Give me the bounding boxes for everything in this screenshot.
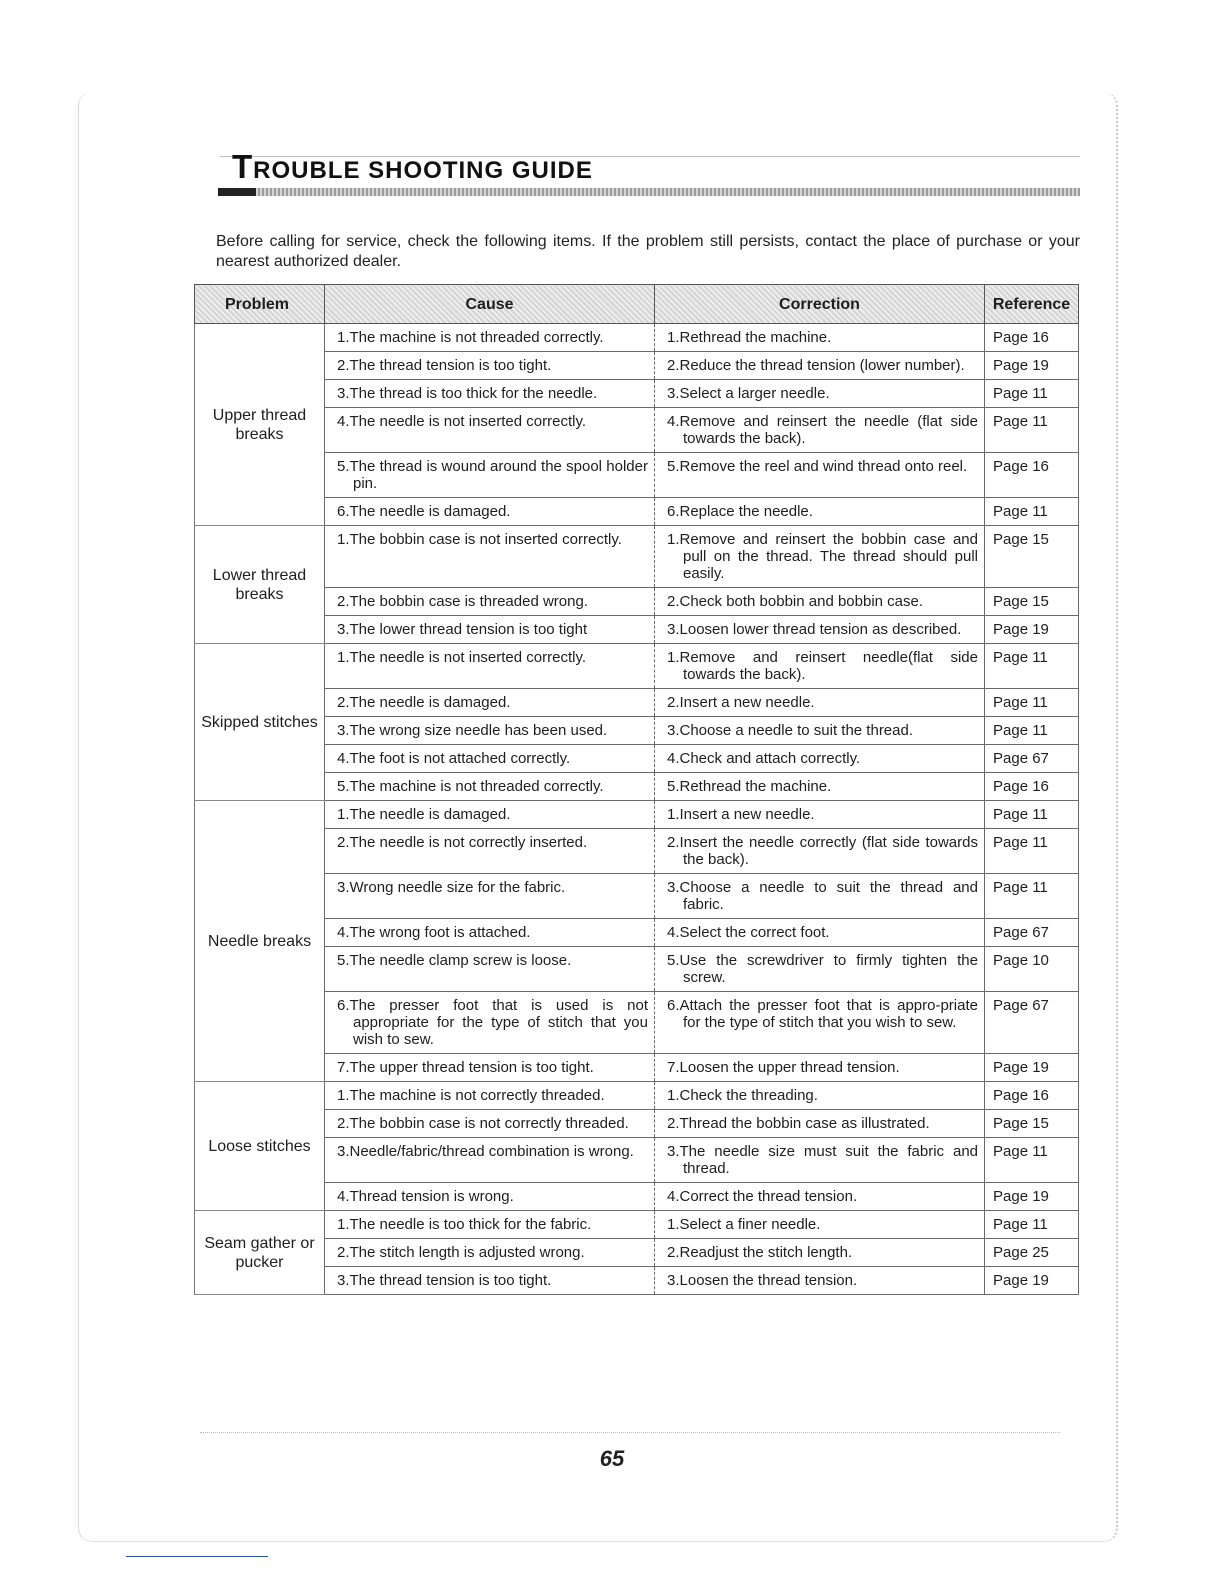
correction-cell bbox=[655, 526, 985, 588]
reference-cell: Page 10 bbox=[985, 947, 1079, 992]
reference-cell: Page 11 bbox=[985, 829, 1079, 874]
cause-cell bbox=[325, 717, 655, 745]
intro-paragraph: Before calling for service, check the following items. If the problem still persists, contact the place of purchase or your nearest authorized dealer. bbox=[216, 233, 1080, 270]
table-row bbox=[195, 919, 1079, 947]
cause-cell-text: 2.The thread tension is too tight. bbox=[337, 357, 552, 374]
table-row bbox=[195, 1138, 1079, 1183]
correction-cell bbox=[655, 380, 985, 408]
cause-cell bbox=[325, 773, 655, 801]
cause-cell-text: 5.The machine is not threaded correctly. bbox=[337, 778, 604, 795]
table-row bbox=[195, 689, 1079, 717]
reference-cell: Page 16 bbox=[985, 1082, 1079, 1110]
cause-cell bbox=[325, 1082, 655, 1110]
cause-cell bbox=[325, 588, 655, 616]
cause-cell bbox=[325, 453, 655, 498]
header-reference: Reference bbox=[985, 285, 1079, 324]
correction-cell-text: 1.Remove and reinsert needle(flat side towards the back). bbox=[667, 649, 978, 683]
reference-cell: Page 11 bbox=[985, 408, 1079, 453]
table-row bbox=[195, 992, 1079, 1054]
cause-cell bbox=[325, 526, 655, 588]
correction-cell-text: 5.Rethread the machine. bbox=[667, 778, 832, 795]
cause-cell-text: 1.The needle is not inserted correctly. bbox=[337, 649, 587, 666]
cause-cell-text: 6.The needle is damaged. bbox=[337, 503, 511, 520]
table-row bbox=[195, 947, 1079, 992]
correction-cell-text: 5.Remove the reel and wind thread onto reel. bbox=[667, 458, 968, 475]
table-row bbox=[195, 801, 1079, 829]
correction-cell bbox=[655, 829, 985, 874]
reference-cell: Page 25 bbox=[985, 1239, 1079, 1267]
reference-cell: Page 11 bbox=[985, 498, 1079, 526]
table-row bbox=[195, 829, 1079, 874]
troubleshooting-table bbox=[194, 284, 1079, 1295]
cause-cell bbox=[325, 324, 655, 352]
correction-cell bbox=[655, 453, 985, 498]
cause-cell bbox=[325, 1138, 655, 1183]
footer-link-line bbox=[126, 1556, 268, 1557]
correction-cell bbox=[655, 717, 985, 745]
table-row bbox=[195, 1054, 1079, 1082]
correction-cell bbox=[655, 1183, 985, 1211]
correction-cell-text: 1.Remove and reinsert the bobbin case and pull on the thread. The thread should pull easily. bbox=[667, 531, 978, 582]
correction-cell-text: 3.Loosen the thread tension. bbox=[667, 1272, 858, 1289]
reference-cell: Page 15 bbox=[985, 588, 1079, 616]
correction-cell bbox=[655, 919, 985, 947]
table-row bbox=[195, 1110, 1079, 1138]
reference-cell: Page 16 bbox=[985, 453, 1079, 498]
cause-cell bbox=[325, 745, 655, 773]
correction-cell-text: 7.Loosen the upper thread tension. bbox=[667, 1059, 900, 1076]
cause-cell bbox=[325, 829, 655, 874]
correction-cell bbox=[655, 324, 985, 352]
reference-cell: Page 19 bbox=[985, 1267, 1079, 1295]
correction-cell bbox=[655, 616, 985, 644]
cause-cell-text: 1.The bobbin case is not inserted correctly. bbox=[337, 531, 622, 548]
cause-cell-text: 7.The upper thread tension is too tight. bbox=[337, 1059, 594, 1076]
correction-cell-text: 1.Rethread the machine. bbox=[667, 329, 832, 346]
correction-cell bbox=[655, 498, 985, 526]
cause-cell-text: 3.Wrong needle size for the fabric. bbox=[337, 879, 566, 896]
correction-cell-text: 3.Choose a needle to suit the thread and fabric. bbox=[667, 879, 978, 913]
reference-cell: Page 19 bbox=[985, 1183, 1079, 1211]
reference-cell: Page 19 bbox=[985, 352, 1079, 380]
cause-cell bbox=[325, 1054, 655, 1082]
correction-cell bbox=[655, 689, 985, 717]
table-row bbox=[195, 1211, 1079, 1239]
correction-cell bbox=[655, 773, 985, 801]
correction-cell-text: 4.Select the correct foot. bbox=[667, 924, 830, 941]
table-row bbox=[195, 616, 1079, 644]
cause-cell-text: 3.Needle/fabric/thread combination is wrong. bbox=[337, 1143, 634, 1160]
table-row bbox=[195, 453, 1079, 498]
correction-cell bbox=[655, 1054, 985, 1082]
cause-cell-text: 4.The wrong foot is attached. bbox=[337, 924, 531, 941]
title-initial: T bbox=[232, 148, 254, 185]
correction-cell-text: 1.Select a finer needle. bbox=[667, 1216, 821, 1233]
reference-cell: Page 67 bbox=[985, 992, 1079, 1054]
cause-cell-text: 4.Thread tension is wrong. bbox=[337, 1188, 514, 1205]
cause-cell bbox=[325, 644, 655, 689]
table-row bbox=[195, 324, 1079, 352]
correction-cell-text: 4.Check and attach correctly. bbox=[667, 750, 861, 767]
cause-cell bbox=[325, 1239, 655, 1267]
correction-cell-text: 5.Use the screwdriver to firmly tighten the screw. bbox=[667, 952, 978, 986]
correction-cell bbox=[655, 1082, 985, 1110]
cause-cell bbox=[325, 947, 655, 992]
page-title bbox=[232, 148, 593, 186]
cause-cell bbox=[325, 874, 655, 919]
correction-cell bbox=[655, 874, 985, 919]
table-row bbox=[195, 352, 1079, 380]
table-row bbox=[195, 1082, 1079, 1110]
cause-cell bbox=[325, 498, 655, 526]
table-body bbox=[195, 324, 1079, 1295]
table-row bbox=[195, 874, 1079, 919]
reference-cell: Page 11 bbox=[985, 380, 1079, 408]
cause-cell bbox=[325, 919, 655, 947]
cause-cell bbox=[325, 1211, 655, 1239]
correction-cell-text: 1.Check the threading. bbox=[667, 1087, 818, 1104]
correction-cell-text: 3.Select a larger needle. bbox=[667, 385, 830, 402]
correction-cell-text: 2.Reduce the thread tension (lower number). bbox=[667, 357, 965, 374]
title-text: ROUBLE SHOOTING GUIDE bbox=[253, 157, 593, 184]
table-row bbox=[195, 526, 1079, 588]
table-row bbox=[195, 1239, 1079, 1267]
header-cause: Cause bbox=[325, 285, 655, 324]
reference-cell: Page 11 bbox=[985, 1211, 1079, 1239]
cause-cell bbox=[325, 801, 655, 829]
cause-cell-text: 1.The needle is too thick for the fabric. bbox=[337, 1216, 592, 1233]
correction-cell bbox=[655, 1239, 985, 1267]
correction-cell-text: 6.Replace the needle. bbox=[667, 503, 813, 520]
problem-cell: Needle breaks bbox=[195, 801, 325, 1082]
correction-cell-text: 2.Insert a new needle. bbox=[667, 694, 815, 711]
reference-cell: Page 15 bbox=[985, 1110, 1079, 1138]
table-row bbox=[195, 717, 1079, 745]
reference-cell: Page 16 bbox=[985, 324, 1079, 352]
title-underline-accent bbox=[218, 188, 256, 196]
cause-cell-text: 1.The needle is damaged. bbox=[337, 806, 511, 823]
correction-cell-text: 3.The needle size must suit the fabric and thread. bbox=[667, 1143, 978, 1177]
table-row bbox=[195, 498, 1079, 526]
correction-cell-text: 1.Insert a new needle. bbox=[667, 806, 815, 823]
reference-cell: Page 11 bbox=[985, 1138, 1079, 1183]
cause-cell-text: 5.The thread is wound around the spool holder pin. bbox=[337, 458, 648, 492]
cause-cell-text: 2.The needle is not correctly inserted. bbox=[337, 834, 588, 851]
reference-cell: Page 16 bbox=[985, 773, 1079, 801]
reference-cell: Page 67 bbox=[985, 919, 1079, 947]
reference-cell: Page 67 bbox=[985, 745, 1079, 773]
correction-cell-text: 2.Insert the needle correctly (flat side towards the back). bbox=[667, 834, 978, 868]
page-number: 65 bbox=[599, 1446, 625, 1471]
cause-cell bbox=[325, 992, 655, 1054]
correction-cell-text: 2.Check both bobbin and bobbin case. bbox=[667, 593, 924, 610]
table-row bbox=[195, 1267, 1079, 1295]
problem-cell: Seam gather or pucker bbox=[195, 1211, 325, 1295]
cause-cell-text: 1.The machine is not correctly threaded. bbox=[337, 1087, 605, 1104]
table-row bbox=[195, 408, 1079, 453]
correction-cell bbox=[655, 588, 985, 616]
correction-cell-text: 2.Readjust the stitch length. bbox=[667, 1244, 853, 1261]
correction-cell bbox=[655, 745, 985, 773]
correction-cell bbox=[655, 1138, 985, 1183]
table-row bbox=[195, 773, 1079, 801]
correction-cell bbox=[655, 801, 985, 829]
problem-cell: Loose stitches bbox=[195, 1082, 325, 1211]
correction-cell bbox=[655, 1110, 985, 1138]
cause-cell bbox=[325, 616, 655, 644]
cause-cell-text: 5.The needle clamp screw is loose. bbox=[337, 952, 572, 969]
reference-cell: Page 11 bbox=[985, 801, 1079, 829]
bottom-rule bbox=[200, 1432, 1060, 1433]
cause-cell-text: 3.The wrong size needle has been used. bbox=[337, 722, 608, 739]
cause-cell-text: 2.The stitch length is adjusted wrong. bbox=[337, 1244, 585, 1261]
problem-cell: Lower thread breaks bbox=[195, 526, 325, 644]
header-correction: Correction bbox=[655, 285, 985, 324]
reference-cell: Page 11 bbox=[985, 717, 1079, 745]
table-row bbox=[195, 588, 1079, 616]
problem-cell: Skipped stitches bbox=[195, 644, 325, 801]
correction-cell bbox=[655, 947, 985, 992]
problem-cell: Upper thread breaks bbox=[195, 324, 325, 526]
reference-cell: Page 11 bbox=[985, 874, 1079, 919]
table-row bbox=[195, 644, 1079, 689]
cause-cell-text: 4.The foot is not attached correctly. bbox=[337, 750, 571, 767]
cause-cell-text: 3.The thread is too thick for the needle. bbox=[337, 385, 598, 402]
correction-cell-text: 4.Remove and reinsert the needle (flat side towards the back). bbox=[667, 413, 978, 447]
table-row bbox=[195, 1183, 1079, 1211]
correction-cell-text: 3.Choose a needle to suit the thread. bbox=[667, 722, 914, 739]
title-underline bbox=[218, 188, 1080, 196]
cause-cell-text: 3.The thread tension is too tight. bbox=[337, 1272, 552, 1289]
cause-cell-text: 3.The lower thread tension is too tight bbox=[337, 621, 588, 638]
reference-cell: Page 19 bbox=[985, 616, 1079, 644]
header-problem: Problem bbox=[195, 285, 325, 324]
correction-cell-text: 3.Loosen lower thread tension as described. bbox=[667, 621, 962, 638]
cause-cell bbox=[325, 1183, 655, 1211]
cause-cell-text: 4.The needle is not inserted correctly. bbox=[337, 413, 587, 430]
reference-cell: Page 19 bbox=[985, 1054, 1079, 1082]
correction-cell-text: 6.Attach the presser foot that is appro-priate for the type of stitch that you wish to sew. bbox=[667, 997, 978, 1031]
correction-cell bbox=[655, 408, 985, 453]
cause-cell bbox=[325, 689, 655, 717]
cause-cell bbox=[325, 1267, 655, 1295]
correction-cell bbox=[655, 644, 985, 689]
cause-cell bbox=[325, 352, 655, 380]
correction-cell bbox=[655, 992, 985, 1054]
reference-cell: Page 11 bbox=[985, 644, 1079, 689]
table-row bbox=[195, 745, 1079, 773]
cause-cell-text: 1.The machine is not threaded correctly. bbox=[337, 329, 604, 346]
correction-cell bbox=[655, 352, 985, 380]
correction-cell bbox=[655, 1211, 985, 1239]
correction-cell bbox=[655, 1267, 985, 1295]
cause-cell-text: 2.The needle is damaged. bbox=[337, 694, 511, 711]
cause-cell bbox=[325, 1110, 655, 1138]
reference-cell: Page 15 bbox=[985, 526, 1079, 588]
cause-cell-text: 2.The bobbin case is threaded wrong. bbox=[337, 593, 588, 610]
correction-cell-text: 4.Correct the thread tension. bbox=[667, 1188, 858, 1205]
table-header-row bbox=[195, 285, 1079, 324]
cause-cell bbox=[325, 408, 655, 453]
cause-cell-text: 2.The bobbin case is not correctly threaded. bbox=[337, 1115, 629, 1132]
cause-cell bbox=[325, 380, 655, 408]
table-row bbox=[195, 380, 1079, 408]
cause-cell-text: 6.The presser foot that is used is not appropriate for the type of stitch that you wish to sew. bbox=[337, 997, 648, 1048]
correction-cell-text: 2.Thread the bobbin case as illustrated. bbox=[667, 1115, 930, 1132]
reference-cell: Page 11 bbox=[985, 689, 1079, 717]
